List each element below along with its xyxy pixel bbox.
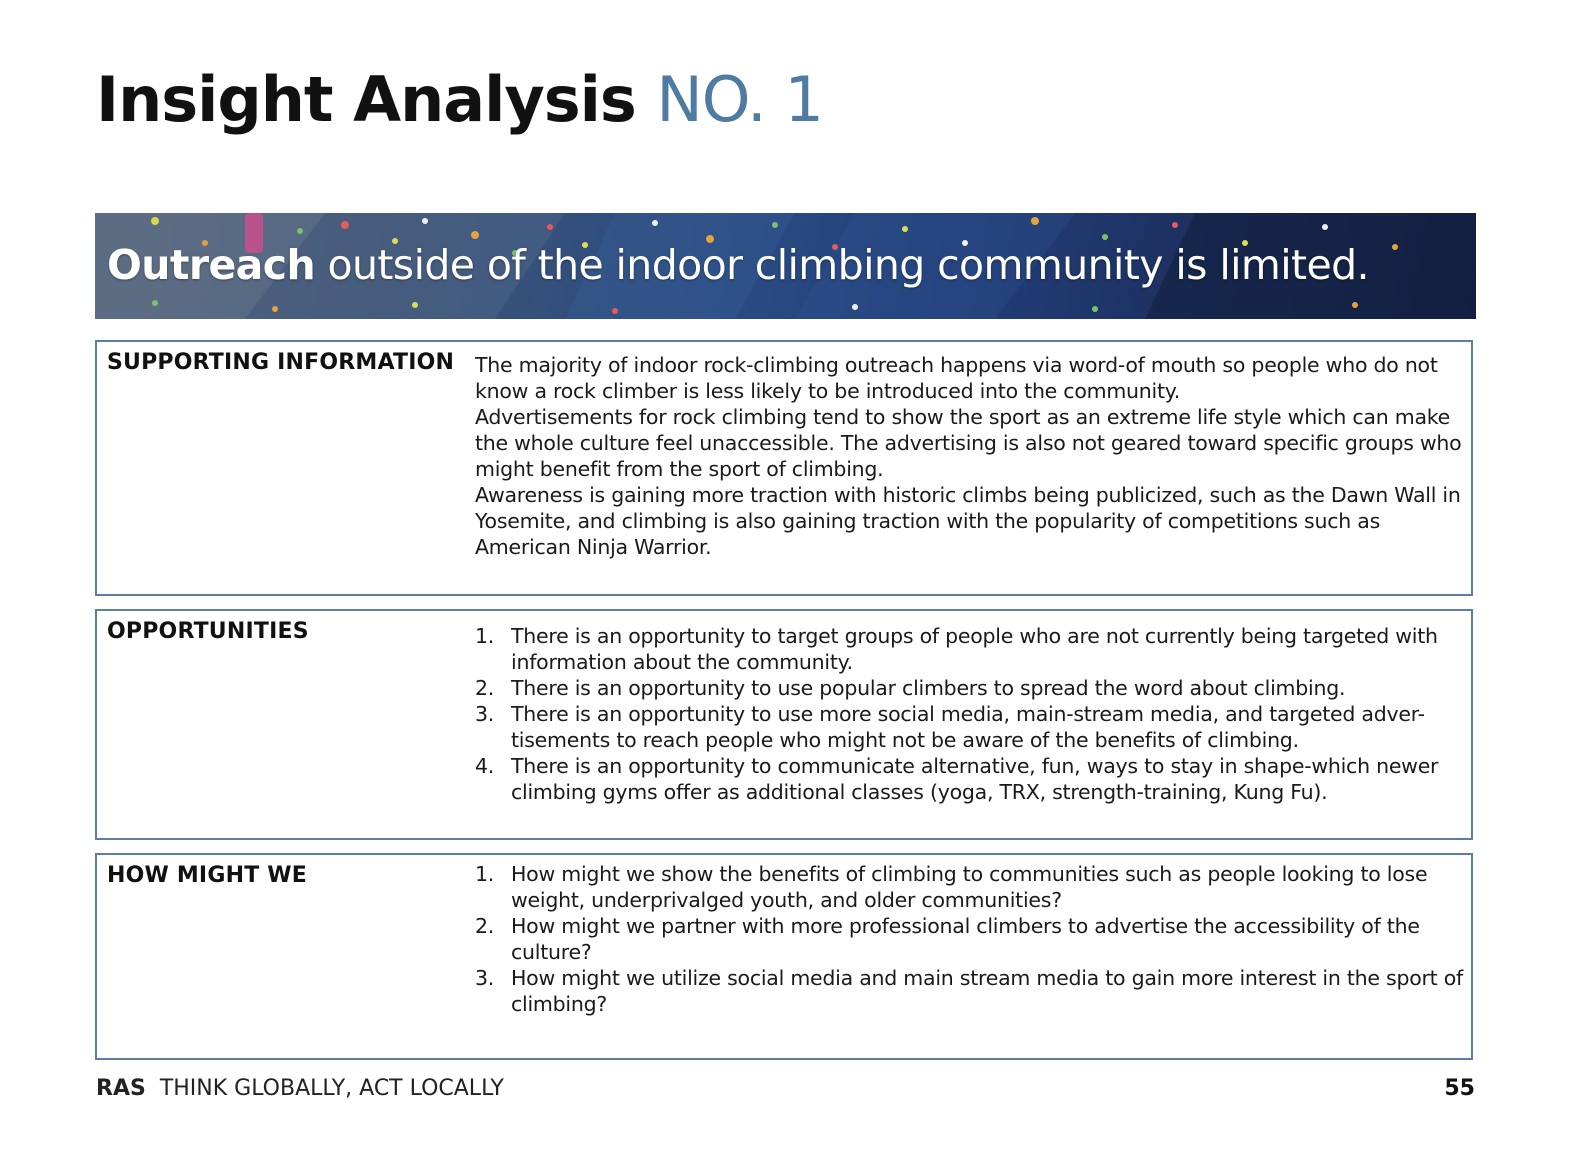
supporting-information-box bbox=[95, 340, 1473, 596]
list-item-number: 3. bbox=[475, 966, 495, 990]
list-item-text: How might we partner with more professional climbers to advertise the accessibility of the culture? bbox=[511, 914, 1420, 964]
banner-headline bbox=[107, 237, 1369, 293]
list-item bbox=[475, 675, 1465, 701]
banner-headline-bold: Outreach bbox=[107, 241, 316, 289]
list-item bbox=[475, 965, 1465, 1017]
supporting-paragraph: Advertisements for rock climbing tend to show the sport as an extreme life style which can make the whole culture feel unaccessible. The advertising is also not geared toward specific groups who might benefit from the sport of climbing. bbox=[475, 405, 1462, 481]
footer-brand: RAS bbox=[96, 1076, 146, 1101]
list-item bbox=[475, 861, 1465, 913]
opportunities-list bbox=[475, 623, 1465, 805]
page-number: 55 bbox=[1444, 1076, 1475, 1101]
supporting-information-text bbox=[475, 352, 1465, 560]
list-item-number: 3. bbox=[475, 702, 495, 726]
list-item bbox=[475, 623, 1465, 675]
page-title bbox=[96, 58, 823, 142]
supporting-paragraph: Awareness is gaining more traction with historic climbs being publicized, such as the Dawn Wall in Yosemite, and climbing is also gaining traction with the popularity of competitions such as American Ninja Warrior. bbox=[475, 483, 1461, 559]
list-item-text: How might we show the benefits of climbing to communities such as people looking to lose weight, underprivalged youth, and older communities? bbox=[511, 862, 1428, 912]
opportunities-box bbox=[95, 609, 1473, 840]
how-might-we-box bbox=[95, 853, 1473, 1060]
how-might-we-list bbox=[475, 861, 1465, 1017]
list-item-number: 1. bbox=[475, 862, 495, 886]
insight-banner bbox=[95, 213, 1476, 319]
opportunities-label: OPPORTUNITIES bbox=[107, 619, 309, 644]
list-item bbox=[475, 701, 1465, 753]
list-item-text: How might we utilize social media and main stream media to gain more interest in the sport of climbing? bbox=[511, 966, 1463, 1016]
footer-tagline: THINK GLOBALLY, ACT LOCALLY bbox=[159, 1076, 504, 1101]
list-item-number: 2. bbox=[475, 914, 495, 938]
list-item-text: There is an opportunity to communicate alternative, fun, ways to stay in shape-which newer climbing gyms offer as additional classes (yoga, TRX, strength-training, Kung Fu). bbox=[511, 754, 1439, 804]
list-item bbox=[475, 753, 1465, 805]
how-might-we-label: HOW MIGHT WE bbox=[107, 863, 307, 888]
list-item-number: 1. bbox=[475, 624, 495, 648]
list-item-text: There is an opportunity to target groups of people who are not currently being targeted with information about the community. bbox=[511, 624, 1438, 674]
opportunities-list-wrap bbox=[475, 623, 1465, 805]
list-item bbox=[475, 913, 1465, 965]
list-item-text: There is an opportunity to use more social media, main-stream media, and targeted adver-tisements to reach people who might not be aware of the benefits of climbing. bbox=[511, 702, 1425, 752]
list-item-text: There is an opportunity to use popular climbers to spread the word about climbing. bbox=[511, 676, 1346, 700]
supporting-information-label: SUPPORTING INFORMATION bbox=[107, 350, 455, 375]
supporting-paragraph: The majority of indoor rock-climbing outreach happens via word-of mouth so people who do not know a rock climber is less likely to be introduced into the community. bbox=[475, 353, 1438, 403]
list-item-number: 2. bbox=[475, 676, 495, 700]
banner-headline-rest: outside of the indoor climbing community is limited. bbox=[315, 241, 1369, 289]
footer bbox=[96, 1074, 504, 1104]
page-title-number: NO. 1 bbox=[656, 63, 823, 136]
page-title-main: Insight Analysis bbox=[96, 63, 636, 136]
list-item-number: 4. bbox=[475, 754, 495, 778]
how-might-we-list-wrap bbox=[475, 861, 1465, 1017]
